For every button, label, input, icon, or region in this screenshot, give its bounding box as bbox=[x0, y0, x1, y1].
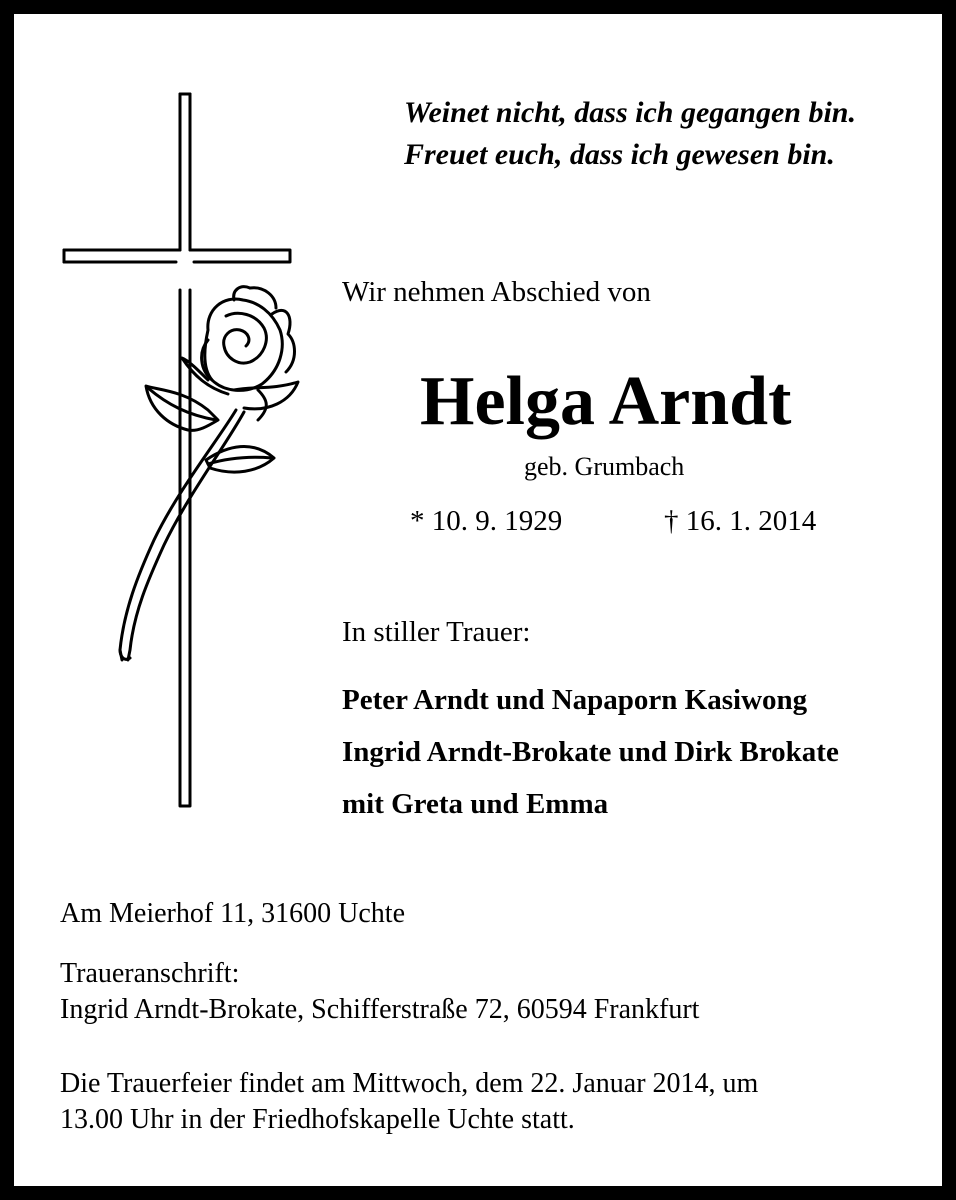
ceremony-line-1: Die Trauerfeier findet am Mittwoch, dem 22. Januar 2014, um bbox=[60, 1068, 759, 1099]
mourner-line: Ingrid Arndt-Brokate und Dirk Brokate bbox=[342, 736, 839, 768]
mourner-line: Peter Arndt und Napaporn Kasiwong bbox=[342, 684, 808, 716]
deceased-name: Helga Arndt bbox=[420, 363, 792, 440]
death-date: † 16. 1. 2014 bbox=[664, 505, 817, 537]
home-address: Am Meierhof 11, 31600 Uchte bbox=[60, 898, 405, 929]
condolence-address: Ingrid Arndt-Brokate, Schifferstraße 72, 60594 Frankfurt bbox=[60, 994, 700, 1025]
quote-line-1: Weinet nicht, dass ich gegangen bin. bbox=[404, 96, 856, 129]
quote-line-2: Freuet euch, dass ich gewesen bin. bbox=[404, 138, 835, 171]
ceremony-line-2: 13.00 Uhr in der Friedhofskapelle Uchte statt. bbox=[60, 1104, 575, 1135]
birth-date: * 10. 9. 1929 bbox=[410, 505, 563, 537]
condolence-label: Traueranschrift: bbox=[60, 958, 240, 989]
mourning-label: In stiller Trauer: bbox=[342, 616, 531, 648]
mourner-line: mit Greta und Emma bbox=[342, 788, 609, 820]
maiden-name: geb. Grumbach bbox=[524, 452, 685, 481]
cross-with-rose-icon bbox=[58, 90, 308, 810]
farewell-intro: Wir nehmen Abschied von bbox=[342, 276, 651, 308]
